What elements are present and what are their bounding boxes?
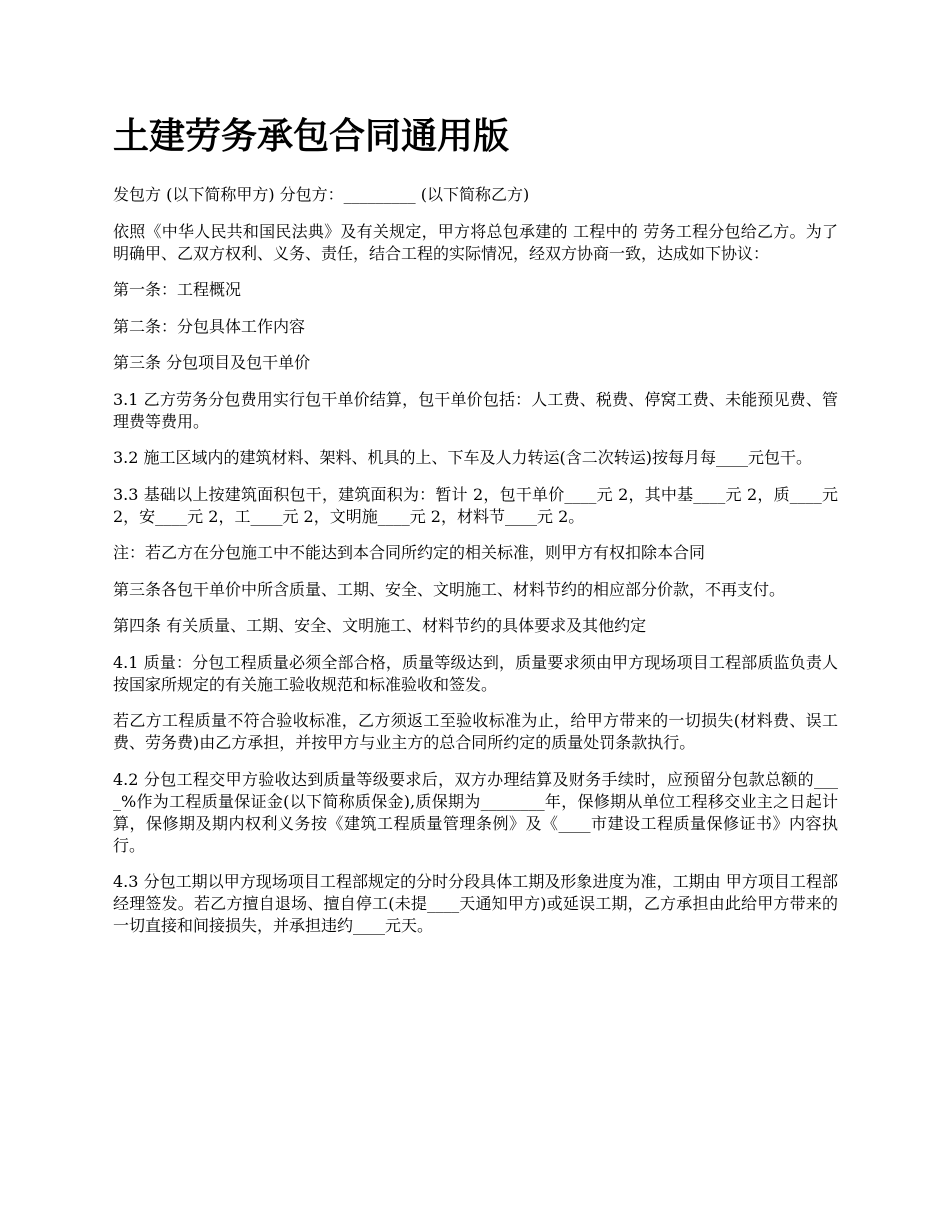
clause-4-3: 4.3 分包工期以甲方现场项目工程部规定的分时分段具体工期及形象进度为准，工期由 甲方项目工程部经理签发。若乙方擅自退场、擅自停工(未提____天通知甲方)或延误工期，乙方承担由此给甲方带来的一切直接和间接损失，并承担违约____元天。 bbox=[113, 872, 838, 935]
parties-line: 发包方 (以下简称甲方) 分包方：_________ (以下简称乙方) bbox=[113, 185, 530, 204]
note-continuation: 第三条各包干单价中所含质量、工期、安全、文明施工、材料节约的相应部分价款，不再支付。 bbox=[113, 579, 786, 599]
document-page bbox=[113, 110, 838, 952]
quality-penalty-paragraph: 若乙方工程质量不符合验收标准，乙方须返工至验收标准为止，给甲方带来的一切损失(材料费、误工费、劳务费)由乙方承担，并按甲方与业主方的总合同所约定的质量处罚条款执行。 bbox=[113, 711, 838, 752]
article-2-heading: 第二条：分包具体工作内容 bbox=[113, 316, 306, 336]
document-title: 土建劳务承包合同通用版 bbox=[113, 115, 510, 157]
note-paragraph: 注：若乙方在分包施工中不能达到本合同所约定的相关标准，则甲方有权扣除本合同 bbox=[113, 543, 706, 562]
preamble-paragraph: 依照《中华人民共和国民法典》及有关规定，甲方将总包承建的 工程中的 劳务工程分包给乙方。为了明确甲、乙双方权利、义务、责任，结合工程的实际情况，经双方协商一致，达成如下协议： bbox=[113, 221, 838, 263]
article-3-heading: 第三条 分包项目及包干单价 bbox=[113, 353, 311, 372]
clause-3-3: 3.3 基础以上按建筑面积包干，建筑面积为：暂计 2，包干单价____元 2，其中基____元 2，质____元 2，安____元 2，工____元 2，文明施____元 2，材料节____元 2。 bbox=[113, 484, 838, 526]
clause-3-2: 3.2 施工区域内的建筑材料、架料、机具的上、下车及人力转运(含二次转运)按每月每____元包干。 bbox=[113, 448, 813, 467]
article-4-heading: 第四条 有关质量、工期、安全、文明施工、材料节约的具体要求及其他约定 bbox=[113, 616, 647, 635]
clause-3-1: 3.1 乙方劳务分包费用实行包干单价结算，包干单价包括：人工费、税费、停窝工费、未能预见费、管理费等费用。 bbox=[113, 389, 838, 431]
clause-4-2: 4.2 分包工程交甲方验收达到质量等级要求后，双方办理结算及财务手续时，应预留分包款总额的____%作为工程质量保证金(以下简称质保金),质保期为________年，保修期从单位工程移交业主之日起计算，保修期及期内权利义务按《建筑工程质量管理条例》及《____市建设工程质量保修证书》内容执行。 bbox=[113, 769, 838, 855]
clause-4-1: 4.1 质量：分包工程质量必须全部合格，质量等级达到，质量要求须由甲方现场项目工程部质监负责人按国家所规定的有关施工验收规范和标准验收和签发。 bbox=[113, 652, 838, 694]
article-1-heading: 第一条：工程概况 bbox=[113, 280, 242, 299]
